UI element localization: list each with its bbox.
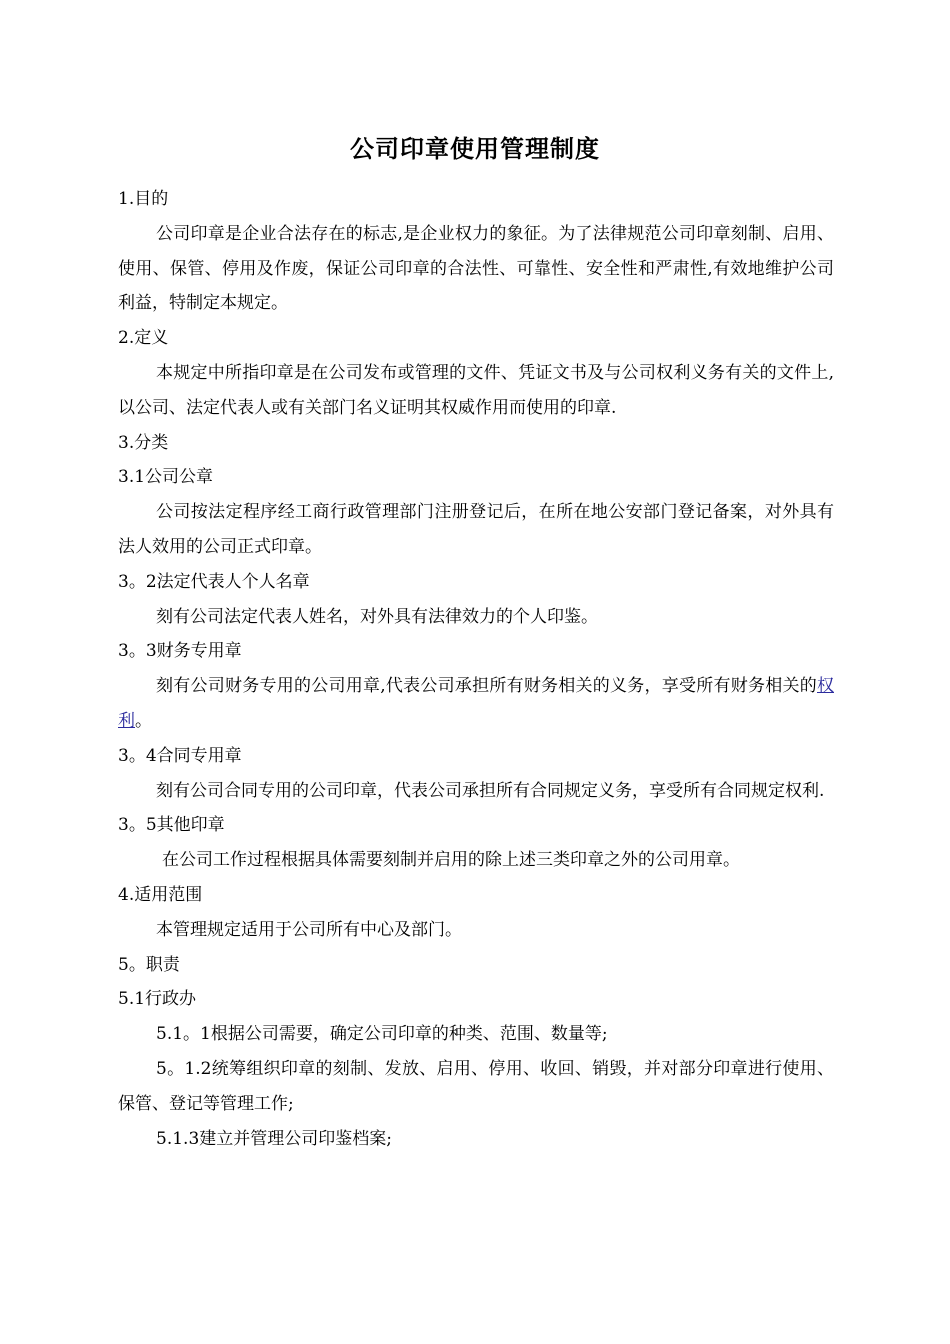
subsection-heading-company-seal: 3.1公司公章 (118, 467, 214, 488)
subsection-heading-legal-rep-seal: 3。2法定代表人个人名章 (118, 571, 310, 592)
document-title: 公司印章使用管理制度 (350, 135, 600, 163)
section-heading-purpose: 1.目的 (118, 189, 169, 209)
rights-link[interactable]: 权利 (118, 676, 834, 731)
subsection-paragraph-other-seals: 在公司工作过程根据具体需要刻制并启用的除上述三类印章之外的公司用章。 (162, 850, 740, 871)
finance-paragraph-text: 刻有公司财务专用的公司用章,代表公司承担所有财务相关的义务，享受所有财务相关的 (156, 676, 817, 697)
section-heading-definition: 2.定义 (118, 328, 169, 349)
subsection-paragraph-legal-rep-seal: 刻有公司法定代表人姓名，对外具有法律效力的个人印鉴。 (156, 606, 598, 627)
section-heading-responsibilities: 5。职责 (118, 954, 180, 975)
section-paragraph-definition: 本规定中所指印章是在公司发布或管理的文件、凭证文书及与公司权利义务有关的文件上,以公司、法定代表人或有关部门名义证明其权威作用而使用的印章. (118, 362, 834, 418)
subsection-paragraph-finance-seal (118, 669, 834, 739)
section-heading-classification: 3.分类 (118, 432, 169, 453)
section-paragraph-purpose: 公司印章是企业合法存在的标志,是企业权力的象征。为了法律规范公司印章刻制、启用、使用、保管、停用及作废，保证公司印章的合法性、可靠性、安全性和严肃性,有效地维护公司利益，特制定本规定。 (118, 223, 834, 314)
section-heading-scope: 4.适用范围 (118, 884, 203, 905)
subsection-paragraph-contract-seal: 刻有公司合同专用的公司印章，代表公司承担所有合同规定义务，享受所有合同规定权利. (156, 780, 825, 801)
subsection-heading-finance-seal: 3。3财务专用章 (118, 641, 242, 662)
finance-paragraph-end: 。 (135, 710, 152, 731)
responsibility-item-5-1-3: 5.1.3建立并管理公司印鉴档案; (156, 1128, 392, 1149)
section-paragraph-scope: 本管理规定适用于公司所有中心及部门。 (156, 919, 462, 940)
subsection-heading-other-seals: 3。5其他印章 (118, 815, 225, 836)
subsection-heading-admin-office: 5.1行政办 (118, 989, 197, 1010)
responsibility-item-5-1-1: 5.1。1根据公司需要，确定公司印章的种类、范围、数量等; (156, 1024, 608, 1045)
subsection-paragraph-company-seal: 公司按法定程序经工商行政管理部门注册登记后，在所在地公安部门登记备案，对外具有法人效用的公司正式印章。 (118, 502, 834, 557)
responsibility-item-5-1-2: 5。1.2统筹组织印章的刻制、发放、启用、停用、收回、销毁，并对部分印章进行使用、保管、登记等管理工作; (118, 1058, 834, 1114)
document-body (118, 182, 834, 1156)
subsection-heading-contract-seal: 3。4合同专用章 (118, 745, 242, 766)
